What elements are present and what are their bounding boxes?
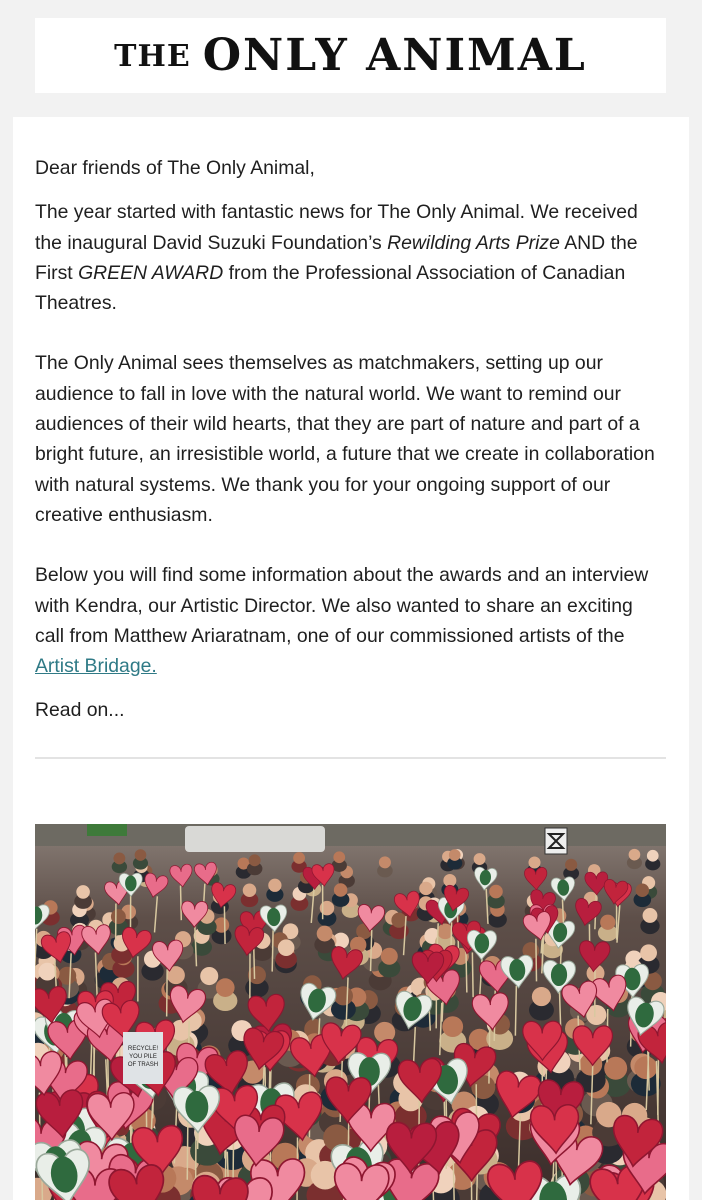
crowd-face — [532, 987, 551, 1006]
crowd-face — [647, 850, 659, 862]
crowd-face — [334, 986, 353, 1005]
crowd-face — [636, 884, 650, 898]
heart-stick — [466, 948, 467, 992]
letter-body — [35, 153, 667, 726]
awards-paragraph — [35, 197, 667, 318]
logo-banner — [35, 18, 666, 93]
crowd-face — [600, 915, 615, 930]
crowd-face — [629, 849, 641, 861]
crowd-face — [391, 913, 406, 928]
crowd-face — [643, 908, 658, 923]
bus-shape — [185, 826, 325, 852]
crowd-face — [278, 939, 295, 956]
crowd-face — [268, 879, 281, 892]
logo-small-text: THE — [114, 39, 191, 74]
intro-paragraph — [35, 560, 667, 681]
heart-stick — [272, 930, 273, 971]
crowd-face — [640, 944, 657, 961]
crowd-illustration — [35, 824, 666, 1200]
awards-text-c: from the Professional Association of Canadian Theatres. — [35, 261, 626, 315]
intro-text: Below you will find some information about the awards and an interview with Kendra, our Artistic Director. We also wanted to share an exciting call from Matthew Ariaratnam, one of our commissioned artists of the — [35, 564, 649, 647]
crowd-face — [216, 978, 235, 997]
crowd-face — [381, 948, 398, 965]
crowd-face — [111, 909, 126, 924]
green-award-name: GREEN AWARD — [78, 261, 224, 284]
awards-text-a: The year started with fantastic news for The Only Animal. We received the inaugural David Suzuki Foundation’s — [35, 201, 638, 254]
heart-stick — [536, 939, 537, 982]
newsletter-card — [13, 117, 689, 1200]
crowd-face — [419, 882, 432, 895]
crowd-face — [113, 852, 125, 864]
heart-stick — [515, 986, 516, 1036]
building-strip — [35, 824, 666, 846]
crowd-face — [565, 859, 577, 871]
crowd-face — [449, 849, 461, 861]
heart-stick — [224, 906, 225, 944]
heart-stick — [472, 952, 473, 997]
read-on-text: Read on... — [35, 699, 125, 722]
recycle-sign-line-2: YOU PILE — [129, 1054, 157, 1060]
crowd-face — [249, 854, 261, 866]
recycle-sign-line-3: OF TRASH — [127, 1062, 159, 1068]
crowd-face — [76, 885, 90, 899]
green-awning — [87, 824, 127, 836]
crowd-face — [474, 853, 486, 865]
crowd-face — [38, 963, 56, 981]
recycle-sign-line-1: RECYCLE! — [127, 1046, 159, 1052]
crowd-face — [379, 856, 391, 868]
crowd-face — [489, 885, 503, 899]
crowd-face — [334, 883, 348, 897]
crowd-face — [333, 851, 345, 863]
crowd-face — [317, 926, 333, 942]
rewilding-prize-name: Rewilding Arts Prize — [387, 231, 560, 254]
logo-main-text: ONLY ANIMAL — [202, 30, 587, 81]
crowd-face — [243, 883, 257, 897]
crowd-face — [528, 856, 540, 868]
crowd-face — [442, 1016, 463, 1037]
section-divider — [35, 757, 666, 759]
the-only-animal-logo — [114, 30, 587, 81]
heart-stick — [181, 886, 182, 921]
crowd-face — [293, 852, 305, 864]
crowd-hearts-photo — [35, 824, 666, 1200]
artist-bridage-link[interactable]: Artist Bridage. — [35, 655, 157, 678]
extinction-sign — [545, 828, 567, 854]
crowd-face — [135, 849, 147, 861]
greeting: Dear friends of The Only Animal, — [35, 157, 315, 179]
recycle-sign — [123, 1032, 163, 1084]
mission-paragraph: The Only Animal sees themselves as matchmakers, setting up our audience to fall in love with the natural world. We want to remind our audiences of their wild hearts, that they are part of nature and part of a bright future, an irresistible world, a future that we create in collaboration with natural systems. We thank you for your ongoing support of our creative enthusiasm. — [35, 352, 655, 526]
awards-text-b: AND the First — [35, 231, 638, 284]
crowd-face — [200, 967, 218, 985]
crowd-face — [634, 1056, 657, 1079]
